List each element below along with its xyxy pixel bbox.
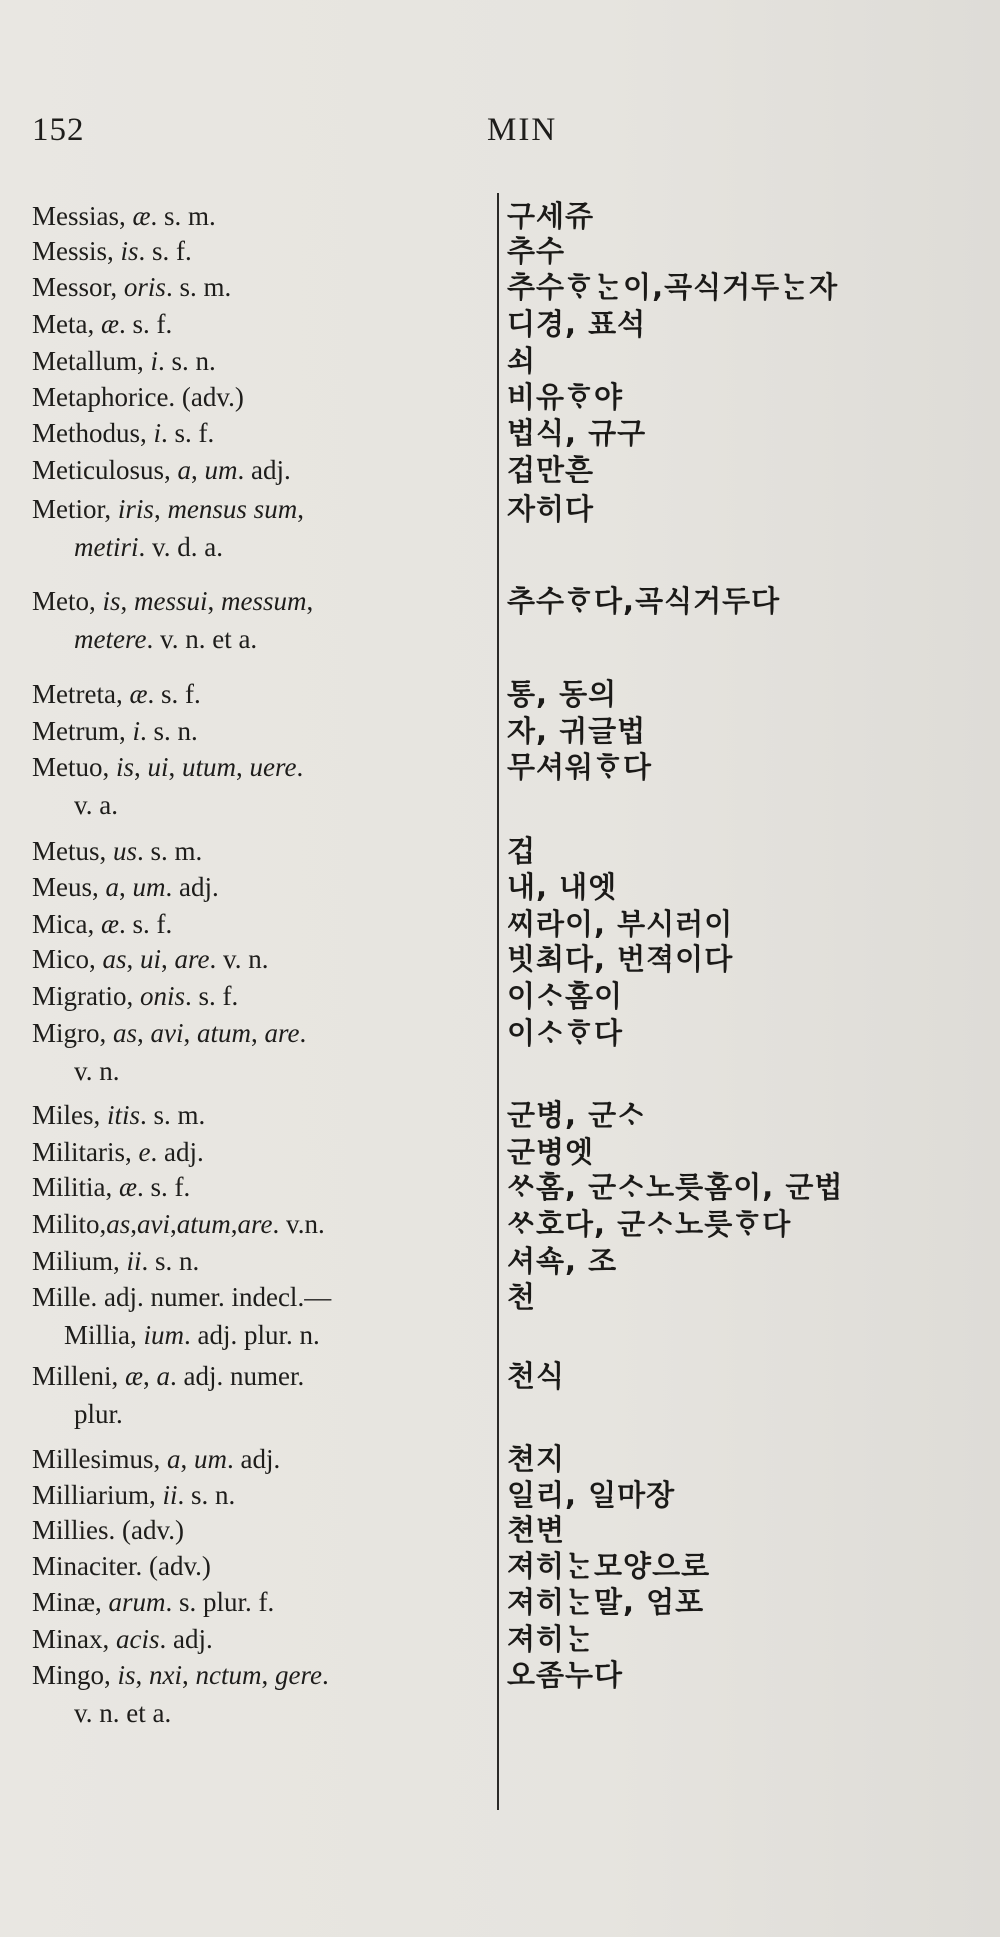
korean-definition: 이ᄉᆞᄒᆞ다 [507,1016,624,1050]
headword-continuation: v. n. et a. [74,1698,172,1728]
latin-headword [32,977,487,1015]
headword-line: Milliarium, ii. s. n. [32,1480,236,1510]
headword-continuation: v. a. [74,790,118,820]
headword-line: Meto, is, messui, messum, [32,586,314,616]
latin-headword [32,1133,487,1171]
headword-line: Meticulosus, a, um. adj. [32,455,291,485]
korean-definition: 져히ᄂᆞᆫ말, 엄포 [507,1585,705,1619]
latin-headword [32,712,487,750]
korean-definition: 쇠 [507,344,537,378]
headword-line: Metuo, is, ui, utum, uere. [32,752,304,782]
korean-definition: 겁 [507,834,537,868]
korean-definition: 일리, 일마장 [507,1478,676,1512]
latin-headword [32,305,487,343]
korean-definition: 군병엣 [507,1135,595,1169]
headword-line: Milito,as,avi,atum,are. v.n. [32,1209,325,1239]
korean-definition: 천 [507,1280,537,1314]
headword-line: Meus, a, um. adj. [32,872,219,902]
running-head: MIN [487,112,558,148]
headword-line: Messias, æ. s. m. [32,201,216,231]
korean-definition: 추수ᄒᆞᄂᆞᆫ이,곡식거두ᄂᆞᆫ자 [507,270,839,304]
korean-definition: ᄶᅵ라이, 부시러이 [507,907,734,941]
latin-headword [32,232,487,270]
latin-headword [32,378,487,416]
korean-definition: 쳔변 [507,1513,566,1547]
korean-definition: 자히다 [507,492,595,526]
headword-line: Mica, æ. s. f. [32,909,173,939]
korean-definition: 셔쇽, 조 [507,1244,618,1278]
latin-headword [32,414,487,452]
headword-line: Militia, æ. s. f. [32,1172,191,1202]
latin-headword [32,868,487,906]
korean-definition: 쳔지 [507,1442,566,1476]
korean-definition: ᄊᆞ호다, 군ᄉᆞ노릇ᄒᆞ다 [507,1207,792,1241]
latin-headword [32,197,487,235]
headword-line: Millies. (adv.) [32,1515,184,1545]
headword-line: Methodus, i. s. f. [32,418,215,448]
headword-continuation: Millia, ium. adj. plur. n. [64,1320,320,1350]
headword-continuation: plur. [74,1399,123,1429]
latin-headword [32,1620,487,1658]
headword-line: Metior, iris, mensus sum, [32,494,304,524]
headword-line: Mingo, is, nxi, nctum, gere. [32,1660,329,1690]
headword-line: Mico, as, ui, are. v. n. [32,944,269,974]
latin-headword [32,675,487,713]
latin-headword [32,490,487,566]
headword-line: Metus, us. s. m. [32,836,203,866]
headword-line: Milleni, æ, a. adj. numer. [32,1361,305,1391]
latin-headword [32,268,487,306]
latin-headword [32,1583,487,1621]
headword-line: Militaris, e. adj. [32,1137,204,1167]
latin-headword [32,940,487,978]
korean-definition: ᄊᆞ홈, 군ᄉᆞ노릇홈이, 군법 [507,1170,844,1204]
latin-headword [32,748,487,824]
korean-definition: 져히ᄂᆞᆫ [507,1622,595,1656]
latin-headword [32,1357,487,1433]
headword-line: Messis, is. s. f. [32,236,192,266]
headword-line: Milium, ii. s. n. [32,1246,200,1276]
latin-headword [32,1278,487,1354]
korean-definition: 추수ᄒᆞ다,곡식거두다 [507,584,781,618]
korean-definition: 천식 [507,1359,566,1393]
korean-definition: 오좀누다 [507,1658,624,1692]
korean-definition: 비유ᄒᆞ야 [507,380,624,414]
latin-headword [32,1511,487,1549]
latin-headword [32,1096,487,1134]
latin-headword [32,1656,487,1732]
korean-definition: 무셔워ᄒᆞ다 [507,750,653,784]
headword-line: Metreta, æ. s. f. [32,679,201,709]
latin-headword [32,832,487,870]
latin-headword [32,905,487,943]
headword-continuation: metere. v. n. et a. [74,624,258,654]
korean-definition: 겁만흔 [507,453,595,487]
latin-headword [32,582,487,658]
headword-line: Metrum, i. s. n. [32,716,198,746]
korean-definition: 추수 [507,234,566,268]
korean-definition: 빗최다, 번젹이다 [507,942,734,976]
latin-headword [32,1168,487,1206]
latin-headword [32,342,487,380]
latin-headword [32,1014,487,1090]
headword-line: Miles, itis. s. m. [32,1100,206,1130]
headword-line: Minaciter. (adv.) [32,1551,211,1581]
latin-headword [32,1205,487,1243]
headword-line: Messor, oris. s. m. [32,272,232,302]
korean-definition: 법식, 규구 [507,416,647,450]
korean-definition: 통, 동의 [507,677,618,711]
headword-line: Migro, as, avi, atum, are. [32,1018,307,1048]
korean-definition: 내, 내엣 [507,870,618,904]
headword-line: Millesimus, a, um. adj. [32,1444,281,1474]
korean-definition: 디경, 표석 [507,307,647,341]
headword-continuation: v. n. [74,1056,120,1086]
page-number: 152 [32,112,85,148]
korean-definition: 군병, 군ᄉᆞ [507,1098,647,1132]
korean-definition: 져히ᄂᆞᆫ모양으로 [507,1549,711,1583]
latin-headword [32,1440,487,1478]
latin-headword [32,451,487,489]
latin-headword [32,1476,487,1514]
headword-line: Metaphorice. (adv.) [32,382,244,412]
headword-line: Minax, acis. adj. [32,1624,213,1654]
korean-definition: 이ᄉᆞ홈이 [507,979,624,1013]
headword-line: Meta, æ. s. f. [32,309,173,339]
latin-headword [32,1547,487,1585]
headword-line: Minæ, arum. s. plur. f. [32,1587,275,1617]
latin-headword [32,1242,487,1280]
korean-definition: 자, 귀글법 [507,714,647,748]
headword-line: Migratio, onis. s. f. [32,981,239,1011]
headword-line: Mille. adj. numer. indecl.— [32,1282,332,1312]
headword-line: Metallum, i. s. n. [32,346,216,376]
korean-definition: 구세쥬 [507,199,595,233]
headword-continuation: metiri. v. d. a. [74,532,223,562]
